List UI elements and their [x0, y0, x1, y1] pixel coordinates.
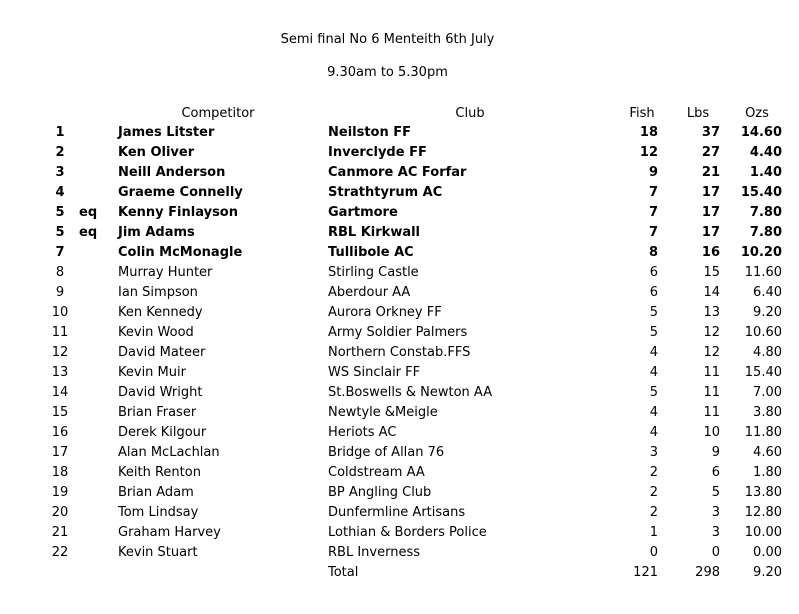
weight-ozs: 7.80: [749, 225, 782, 240]
weight-lbs: 17: [701, 185, 720, 200]
position-cell: 16: [51, 425, 69, 440]
total-label: Total: [328, 565, 359, 580]
position-cell: 3: [55, 165, 65, 180]
club-name: Tullibole AC: [328, 245, 414, 260]
club-name: Stirling Castle: [328, 265, 419, 280]
table-row: [0, 403, 799, 423]
weight-ozs: 11.60: [744, 265, 782, 280]
column-header-club: Club: [455, 106, 485, 121]
club-name: Lothian & Borders Police: [328, 525, 487, 540]
column-header-competitor: Competitor: [181, 106, 255, 121]
club-name: Inverclyde FF: [328, 145, 427, 160]
position-cell: 17: [51, 445, 69, 460]
competitor-name: Keith Renton: [118, 465, 201, 480]
time-range: 9.30am to 5.30pm: [327, 65, 448, 80]
competitor-name: Kevin Wood: [118, 325, 194, 340]
fish-count: 6: [649, 285, 658, 300]
position-cell: 4: [55, 185, 65, 200]
club-name: WS Sinclair FF: [328, 365, 421, 380]
weight-lbs: 12: [703, 345, 720, 360]
competitor-name: Jim Adams: [118, 225, 195, 240]
competitor-name: Neill Anderson: [118, 165, 226, 180]
competitor-name: Graham Harvey: [118, 525, 221, 540]
position-cell: 14: [51, 385, 69, 400]
club-name: BP Angling Club: [328, 485, 432, 500]
weight-lbs: 0: [711, 545, 720, 560]
position-cell: 19: [51, 485, 69, 500]
fish-count: 4: [649, 345, 658, 360]
fish-count: 8: [648, 245, 658, 260]
fish-count: 4: [649, 365, 658, 380]
fish-count: 1: [649, 525, 658, 540]
weight-lbs: 5: [711, 485, 720, 500]
club-name: RBL Inverness: [328, 545, 420, 560]
weight-ozs: 10.00: [744, 525, 782, 540]
weight-ozs: 14.60: [740, 125, 782, 140]
table-row: [0, 263, 799, 283]
competitor-name: Alan McLachlan: [118, 445, 220, 460]
column-header-fish: Fish: [629, 106, 655, 121]
competitor-name: Graeme Connelly: [118, 185, 243, 200]
weight-lbs: 3: [711, 525, 720, 540]
weight-ozs: 6.40: [753, 285, 782, 300]
position-cell: 5: [55, 205, 65, 220]
weight-ozs: 1.80: [753, 465, 782, 480]
club-name: Coldstream AA: [328, 465, 425, 480]
weight-ozs: 4.60: [753, 445, 782, 460]
competitor-name: Brian Adam: [118, 485, 194, 500]
position-cell: 12: [51, 345, 69, 360]
weight-ozs: 4.40: [749, 145, 782, 160]
weight-lbs: 15: [703, 265, 720, 280]
fish-count: 5: [649, 325, 658, 340]
weight-lbs: 16: [701, 245, 720, 260]
fish-count: 9: [648, 165, 658, 180]
fish-count: 7: [648, 205, 658, 220]
weight-lbs: 11: [703, 365, 720, 380]
weight-lbs: 12: [703, 325, 720, 340]
weight-lbs: 9: [711, 445, 720, 460]
weight-lbs: 17: [701, 205, 720, 220]
weight-ozs: 15.40: [744, 365, 782, 380]
weight-ozs: 7.80: [749, 205, 782, 220]
weight-lbs: 3: [711, 505, 720, 520]
club-name: Newtyle &Meigle: [328, 405, 438, 420]
club-name: Heriots AC: [328, 425, 397, 440]
competitor-name: Ian Simpson: [118, 285, 198, 300]
total-ozs: 9.20: [753, 565, 782, 580]
club-name: Northern Constab.FFS: [328, 345, 471, 360]
fish-count: 18: [639, 125, 658, 140]
position-cell: 5: [55, 225, 65, 240]
table-row: [0, 503, 799, 523]
position-cell: 1: [55, 125, 65, 140]
club-name: Army Soldier Palmers: [328, 325, 468, 340]
competitor-name: Derek Kilgour: [118, 425, 207, 440]
position-cell: 10: [51, 305, 69, 320]
weight-ozs: 15.40: [740, 185, 782, 200]
position-cell: 13: [51, 365, 69, 380]
weight-lbs: 14: [703, 285, 720, 300]
weight-ozs: 7.00: [753, 385, 782, 400]
fish-count: 4: [649, 405, 658, 420]
weight-lbs: 11: [703, 405, 720, 420]
club-name: Canmore AC Forfar: [328, 165, 467, 180]
competitor-name: Brian Fraser: [118, 405, 197, 420]
weight-ozs: 1.40: [749, 165, 782, 180]
table-row: [0, 303, 799, 323]
weight-ozs: 10.60: [744, 325, 782, 340]
fish-count: 0: [649, 545, 658, 560]
weight-ozs: 12.80: [744, 505, 782, 520]
fish-count: 7: [648, 185, 658, 200]
table-row: [0, 323, 799, 343]
table-row: [0, 343, 799, 363]
competitor-name: Colin McMonagle: [118, 245, 243, 260]
fish-count: 5: [649, 385, 658, 400]
club-name: Gartmore: [328, 205, 398, 220]
fish-count: 5: [649, 305, 658, 320]
total-fish: 121: [633, 565, 658, 580]
weight-lbs: 21: [701, 165, 720, 180]
table-row: [0, 143, 799, 163]
position-cell: 8: [55, 265, 65, 280]
competitor-name: Tom Lindsay: [118, 505, 199, 520]
weight-lbs: 11: [703, 385, 720, 400]
weight-ozs: 0.00: [753, 545, 782, 560]
weight-lbs: 37: [701, 125, 720, 140]
fish-count: 2: [649, 505, 658, 520]
fish-count: 7: [648, 225, 658, 240]
weight-ozs: 3.80: [753, 405, 782, 420]
total-lbs: 298: [695, 565, 720, 580]
table-row: [0, 283, 799, 303]
competitor-name: Kenny Finlayson: [118, 205, 238, 220]
position-cell: 20: [51, 505, 69, 520]
table-row: [0, 523, 799, 543]
table-row: [0, 183, 799, 203]
club-name: Neilston FF: [328, 125, 412, 140]
competitor-name: David Mateer: [118, 345, 206, 360]
table-row: [0, 243, 799, 263]
weight-ozs: 11.80: [744, 425, 782, 440]
competitor-name: Ken Oliver: [118, 145, 195, 160]
weight-lbs: 13: [703, 305, 720, 320]
club-name: RBL Kirkwall: [328, 225, 421, 240]
table-row: [0, 383, 799, 403]
fish-count: 2: [649, 485, 658, 500]
position-cell: 22: [51, 545, 69, 560]
equal-marker: eq: [79, 205, 98, 220]
weight-ozs: 13.80: [744, 485, 782, 500]
table-row: [0, 363, 799, 383]
position-cell: 21: [51, 525, 69, 540]
weight-lbs: 17: [701, 225, 720, 240]
weight-lbs: 6: [711, 465, 720, 480]
weight-lbs: 27: [701, 145, 720, 160]
position-cell: 11: [51, 325, 69, 340]
competitor-name: James Litster: [118, 125, 215, 140]
equal-marker: eq: [79, 225, 98, 240]
table-row: [0, 543, 799, 563]
club-name: Strathtyrum AC: [328, 185, 443, 200]
club-name: St.Boswells & Newton AA: [328, 385, 493, 400]
table-header: [0, 104, 799, 124]
club-name: Dunfermline Artisans: [328, 505, 466, 520]
position-cell: 18: [51, 465, 69, 480]
column-header-lbs: Lbs: [686, 106, 710, 121]
club-name: Aurora Orkney FF: [328, 305, 442, 320]
column-header-ozs: Ozs: [745, 106, 769, 121]
table-row: [0, 423, 799, 443]
club-name: Bridge of Allan 76: [328, 445, 445, 460]
competitor-name: Ken Kennedy: [118, 305, 203, 320]
table-row: [0, 203, 799, 223]
fish-count: 12: [639, 145, 658, 160]
fish-count: 4: [649, 425, 658, 440]
page-title: Semi final No 6 Menteith 6th July: [280, 32, 495, 47]
table-row: [0, 463, 799, 483]
weight-ozs: 4.80: [753, 345, 782, 360]
position-cell: 15: [51, 405, 69, 420]
position-cell: 7: [55, 245, 65, 260]
fish-count: 2: [649, 465, 658, 480]
table-row: [0, 223, 799, 243]
club-name: Aberdour AA: [328, 285, 411, 300]
weight-lbs: 10: [703, 425, 720, 440]
weight-ozs: 9.20: [753, 305, 782, 320]
competitor-name: Murray Hunter: [118, 265, 213, 280]
position-cell: 2: [55, 145, 65, 160]
position-cell: 9: [55, 285, 65, 300]
table-row: [0, 483, 799, 503]
table-row: [0, 163, 799, 183]
fish-count: 3: [649, 445, 658, 460]
results-table: [0, 123, 799, 583]
fish-count: 6: [649, 265, 658, 280]
competitor-name: Kevin Stuart: [118, 545, 198, 560]
total-row: [0, 563, 799, 583]
competitor-name: David Wright: [118, 385, 203, 400]
weight-ozs: 10.20: [740, 245, 782, 260]
table-row: [0, 123, 799, 143]
table-row: [0, 443, 799, 463]
competitor-name: Kevin Muir: [118, 365, 186, 380]
